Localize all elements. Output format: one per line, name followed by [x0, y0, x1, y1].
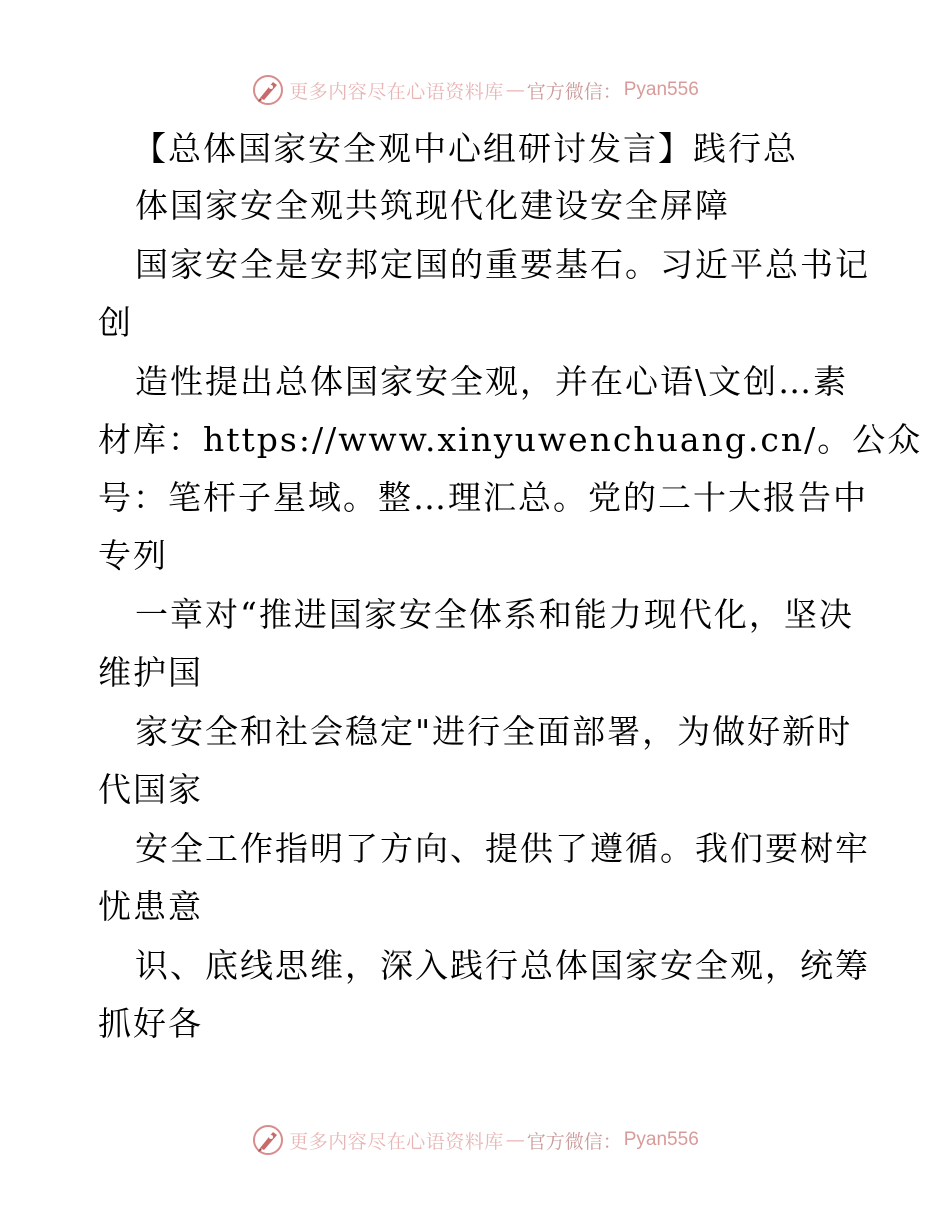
paragraph-line: 一章对“推进国家安全体系和能力现代化，坚决	[135, 595, 854, 634]
quill-pen-icon	[251, 73, 285, 107]
paragraph-line: 专列	[98, 536, 168, 575]
paragraph-line: 造性提出总体国家安全观，并在心语\文创…素	[135, 362, 849, 401]
watermark-wechat-id: Pyan556	[623, 1129, 699, 1150]
paragraph-line: 号：笔杆子星域。整…理汇总。党的二十大报告中	[98, 478, 868, 517]
paragraph-line: 安全工作指明了方向、提供了遵循。我们要树牢	[135, 829, 870, 868]
document-title-line-1: 【总体国家安全观中心组研讨发言】践行总	[133, 129, 798, 168]
watermark-dash: —	[505, 1129, 525, 1151]
paragraph-line: 国家安全是安邦定国的重要基石。习近平总书记	[135, 245, 870, 284]
document-title-line-2: 体国家安全观共筑现代化建设安全屏障	[135, 186, 730, 225]
paragraph-line: 维护国	[98, 653, 203, 692]
footer-watermark	[0, 1120, 950, 1160]
watermark-wechat-label: 官方微信：	[526, 80, 622, 103]
watermark-text: 更多内容尽在心语资料库	[289, 80, 504, 103]
paragraph-line: 代国家	[98, 770, 203, 809]
paragraph-line: 材库：https://www.xinyuwenchuang.cn/。公众	[98, 420, 923, 459]
paragraph-line: 创	[98, 303, 133, 342]
paragraph-line: 抓好各	[98, 1004, 203, 1043]
watermark-dash: —	[505, 79, 525, 101]
quill-pen-icon	[251, 1123, 285, 1157]
header-watermark	[0, 70, 950, 110]
paragraph-line: 家安全和社会稳定"进行全面部署，为做好新时	[135, 712, 853, 751]
paragraph-line: 识、底线思维，深入践行总体国家安全观，统筹	[135, 946, 870, 985]
paragraph-line: 忧患意	[98, 887, 203, 926]
watermark-wechat-id: Pyan556	[623, 79, 699, 100]
watermark-wechat-label: 官方微信：	[526, 1130, 622, 1153]
watermark-text: 更多内容尽在心语资料库	[289, 1130, 504, 1153]
